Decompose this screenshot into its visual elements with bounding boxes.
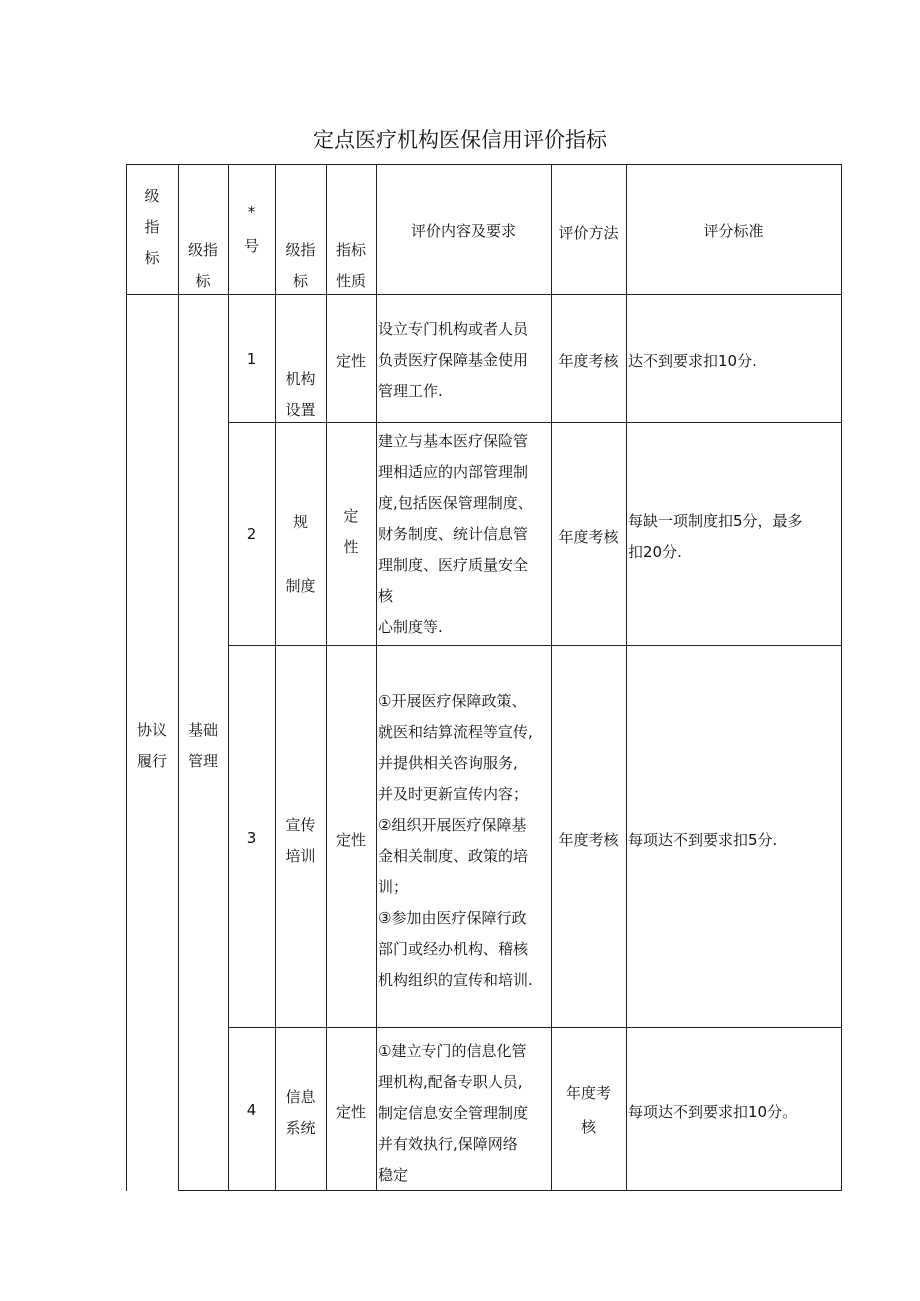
row-content-line: 就医和结算流程等宣传,: [378, 723, 533, 741]
row-number: 3: [246, 829, 257, 847]
header-method: 评价方法: [558, 224, 619, 242]
header-level1-line: 指: [144, 218, 160, 236]
row-content: [376, 426, 551, 643]
row-method: [551, 346, 626, 377]
row-name: [275, 490, 326, 618]
header-content: 评价内容及要求: [410, 222, 516, 240]
row-content-line: 心制度等.: [378, 618, 443, 636]
row-content-line: 金相关制度、政策的培: [378, 847, 529, 865]
row-nature: [326, 346, 376, 377]
group-level2-line: 基础: [187, 721, 218, 739]
grid-line-col0: [126, 164, 127, 1191]
row-name-line: 信息: [285, 1088, 316, 1106]
row-method-line: 年度考: [565, 1084, 611, 1102]
header-nature: [326, 235, 376, 297]
row-method: [551, 522, 626, 553]
row-content-line: 核: [378, 587, 394, 605]
row-name-line: 规: [292, 513, 308, 531]
row-name-line: 培训: [285, 847, 316, 865]
header-level2-line: 级指: [187, 241, 218, 259]
row-content-line: 部门或经办机构、稽核: [378, 940, 529, 958]
row-name: [275, 810, 326, 872]
row-nature: [326, 1097, 376, 1128]
grid-line-col3: [275, 164, 276, 1191]
row-content-line: ①开展医疗保障政策、: [378, 692, 527, 710]
row-standard-line: 每项达不到要求扣10分。: [628, 1103, 798, 1121]
row-content-line: 制定信息安全管理制度: [378, 1104, 529, 1122]
row-content: [376, 1036, 551, 1191]
row-standard-line: 达不到要求扣10分.: [628, 352, 757, 370]
group-level2: [178, 715, 228, 777]
row-content: [376, 686, 551, 996]
grid-line-col6: [551, 164, 552, 1191]
row-nature-line: 性: [343, 538, 359, 556]
grid-line-col7: [626, 164, 627, 1191]
row-content-line: ②组织开展医疗保障基: [378, 816, 527, 834]
row-nature: [326, 501, 376, 563]
row-content-line: 并提供相关咨询服务,: [378, 754, 518, 772]
row-method: [551, 825, 626, 856]
row-number: 4: [246, 1101, 257, 1119]
header-level2-line: 标: [195, 272, 211, 290]
row-standard: [626, 825, 841, 856]
header-level3-line: 级指: [285, 241, 316, 259]
header-number-line: 号: [243, 237, 259, 255]
row-number: 1: [246, 350, 257, 368]
header-number: [228, 195, 275, 263]
row-standard-line: 每缺一项制度扣5分，最多: [628, 512, 803, 530]
row-nature: [326, 825, 376, 856]
header-level2: [178, 235, 228, 297]
row-name-line: 设置: [285, 401, 316, 419]
row-content-line: 机构组织的宣传和培训.: [378, 971, 533, 989]
header-nature-line: 指标: [335, 241, 366, 259]
grid-line-col1: [178, 164, 179, 1191]
row-content-line: 并有效执行,保障网络: [378, 1135, 518, 1153]
row-name-line: 制度: [285, 577, 316, 595]
row-content-line: 理相适应的内部管理制: [378, 463, 529, 481]
row-standard-line: 每项达不到要求扣5分.: [628, 831, 778, 849]
page-title: 定点医疗机构医保信用评价指标: [313, 128, 607, 152]
grid-line-col4: [326, 164, 327, 1191]
row-name-line: 宣传: [285, 816, 316, 834]
row-content-line: 理机构,配备专职人员,: [378, 1073, 523, 1091]
grid-line-header-bottom: [126, 294, 842, 295]
grid-line-col8: [841, 164, 842, 1191]
row-content-line: 财务制度、统计信息管: [378, 525, 529, 543]
grid-line-row3-bottom: [228, 1027, 842, 1028]
row-method: [551, 1076, 626, 1144]
row-content-line: 训；: [378, 878, 409, 896]
group-level1-line: 协议: [136, 721, 167, 739]
row-nature-line: 定性: [335, 352, 366, 370]
row-standard: [626, 1097, 841, 1128]
header-number-line: *: [247, 203, 256, 221]
row-content-line: 负责医疗保障基金使用: [378, 351, 529, 369]
row-name: [275, 1082, 326, 1144]
row-method-line: 年度考核: [558, 831, 619, 849]
row-name-line: 机构: [285, 370, 316, 388]
row-content-line: 并及时更新宣传内容；: [378, 785, 529, 803]
header-nature-line: 性质: [335, 272, 366, 290]
row-number: 2: [246, 525, 257, 543]
header-level1: [126, 181, 178, 274]
row-content-line: 理制度、医疗质量安全: [378, 556, 529, 574]
row-method-line: 年度考核: [558, 352, 619, 370]
row-content-line: 建立与基本医疗保险管: [378, 432, 529, 450]
group-level1-line: 履行: [136, 752, 167, 770]
row-nature-line: 定性: [335, 1103, 366, 1121]
grid-line-top: [126, 164, 842, 165]
row-method-line: 核: [580, 1118, 596, 1136]
group-level1: [126, 715, 178, 777]
group-level2-line: 管理: [187, 752, 218, 770]
row-content-line: ③参加由医疗保障行政: [378, 909, 527, 927]
row-standard: [626, 506, 841, 568]
grid-line-col2: [228, 164, 229, 1191]
row-standard-line: 扣20分.: [628, 543, 682, 561]
row-content-line: 度,包括医保管理制度、: [378, 494, 533, 512]
header-level3: [275, 235, 326, 297]
row-name: [275, 364, 326, 426]
row-nature-line: 定性: [335, 831, 366, 849]
row-content-line: 设立专门机构或者人员: [378, 320, 529, 338]
row-content-line: 稳定: [378, 1166, 409, 1184]
header-level1-line: 级: [144, 187, 160, 205]
row-content-line: ①建立专门的信息化管: [378, 1042, 527, 1060]
header-level3-line: 标: [292, 272, 308, 290]
row-nature-line: 定: [343, 507, 359, 525]
row-method-line: 年度考核: [558, 528, 619, 546]
row-name-line: 系统: [285, 1119, 316, 1137]
header-standard: 评分标准: [703, 222, 764, 240]
row-standard: [626, 346, 841, 377]
row-content: [376, 314, 551, 407]
header-level1-line: 标: [144, 249, 160, 267]
row-content-line: 管理工作.: [378, 382, 443, 400]
grid-line-row2-bottom: [228, 645, 842, 646]
